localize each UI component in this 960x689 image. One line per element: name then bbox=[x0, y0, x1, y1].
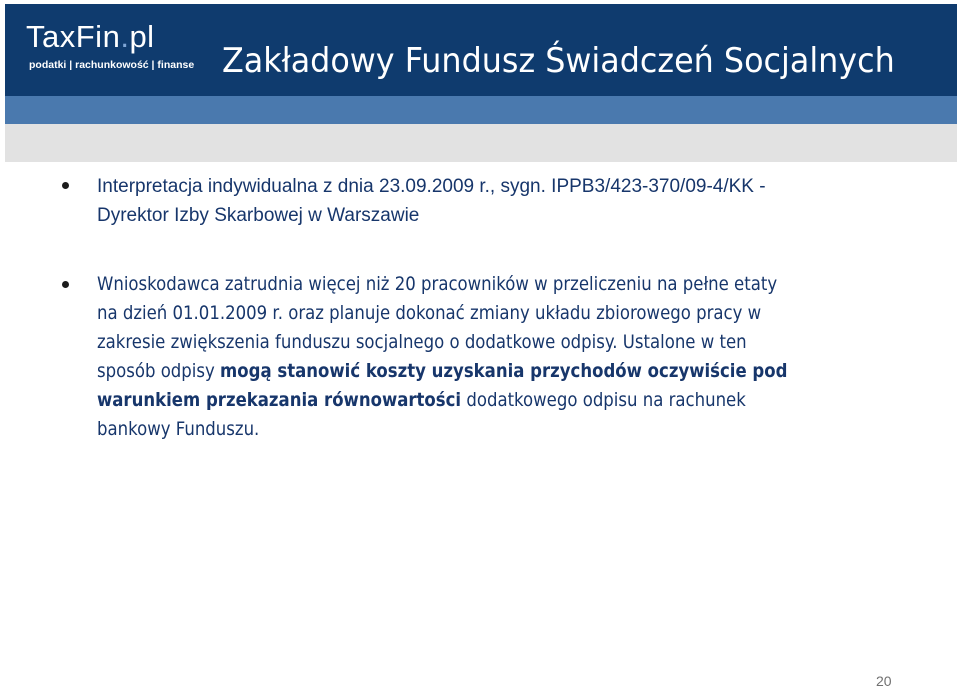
bullet-dot-icon bbox=[62, 281, 69, 288]
header-gray-band bbox=[5, 124, 957, 162]
bullet-line: na dzień 01.01.2009 r. oraz planuje dokonać zmiany układu zbiorowego pracy w bbox=[97, 302, 762, 324]
page-number: 20 bbox=[876, 673, 892, 689]
bullet-line bbox=[97, 357, 793, 386]
taxfin-logo bbox=[26, 18, 196, 78]
normal-text: dodatkowego odpisu na rachunek bbox=[461, 389, 746, 411]
bullet-item-interpretation bbox=[97, 172, 897, 230]
bullet-item-applicant bbox=[97, 270, 897, 444]
bullet-line: Wnioskodawca zatrudnia więcej niż 20 pracowników w przeliczeniu na pełne etaty bbox=[97, 273, 778, 295]
header-stripe bbox=[5, 96, 957, 124]
bullet-line bbox=[97, 386, 793, 415]
logo-wordmark: TaxFin.pl bbox=[26, 19, 155, 54]
bullet-line: bankowy Funduszu. bbox=[97, 418, 260, 440]
bullet-dot-icon bbox=[62, 182, 69, 189]
bold-text: mogą stanowić koszty uzyskania przychodów oczywiście pod bbox=[220, 360, 788, 382]
logo-tagline: podatki | rachunkowość | finanse bbox=[29, 59, 195, 71]
bullet-line: Dyrektor Izby Skarbowej w Warszawie bbox=[97, 205, 420, 226]
bullet-line: zakresie zwiększenia funduszu socjalnego o dodatkowe odpisy. Ustalone w ten bbox=[97, 331, 747, 353]
bold-text: warunkiem przekazania równowartości bbox=[97, 389, 462, 411]
normal-text: sposób odpisy bbox=[97, 360, 221, 382]
bullet-line: Interpretacja indywidualna z dnia 23.09.2009 r., sygn. IPPB3/423-370/09-4/KK - bbox=[97, 176, 766, 197]
slide-title: Zakładowy Fundusz Świadczeń Socjalnych bbox=[222, 41, 895, 81]
